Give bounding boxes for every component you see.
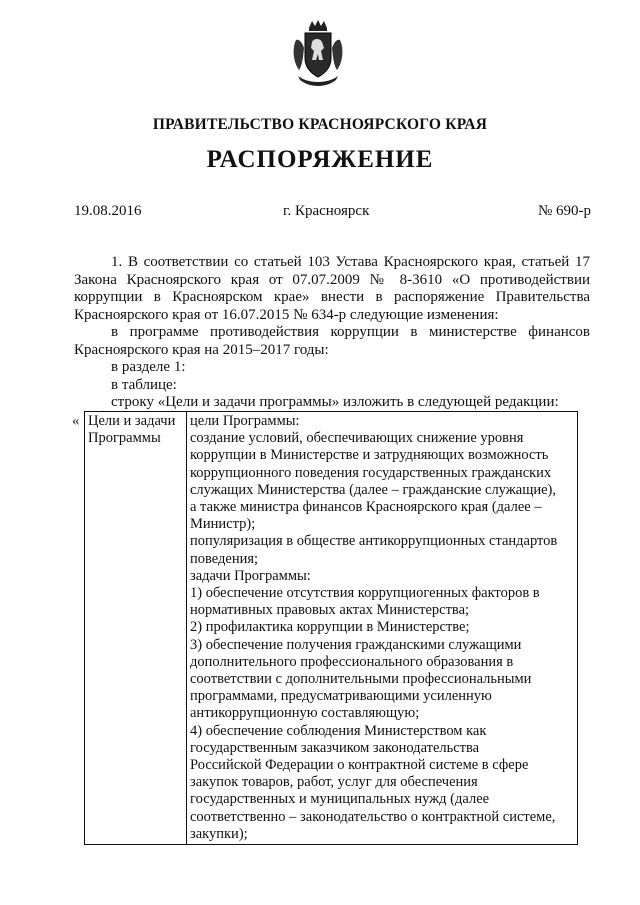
- table-row: [85, 412, 578, 845]
- row-label-cell: [85, 412, 187, 845]
- content-line: государственных и муниципальных нужд (далее: [190, 791, 490, 808]
- content-line: соответственно – законодательство о контрактной системе,: [190, 808, 556, 825]
- content-line: а также министра финансов Красноярского края (далее –: [190, 499, 542, 516]
- row-label-line: Цели и задачи: [88, 413, 176, 429]
- open-quote: «: [72, 413, 80, 429]
- content-line: 4) обеспечение соблюдения Министерством как: [190, 722, 487, 739]
- program-table: [84, 411, 578, 845]
- body-paragraph: в разделе 1:: [111, 359, 186, 375]
- government-name: ПРАВИТЕЛЬСТВО КРАСНОЯРСКОГО КРАЯ: [152, 116, 488, 133]
- content-line: закупки);: [190, 825, 248, 842]
- content-line: антикоррупционную составляющую;: [190, 705, 420, 722]
- content-line: 2) профилактика коррупции в Министерстве;: [190, 619, 470, 636]
- content-line: поведения;: [190, 550, 259, 567]
- coat-of-arms-icon: [290, 18, 346, 90]
- body-paragraph: строку «Цели и задачи программы» изложить в следующей редакции:: [111, 394, 559, 410]
- content-line: соответствии с дополнительными профессиональными: [190, 671, 532, 688]
- content-line: коррупции в Министерстве и затрудняющих возможность: [190, 447, 549, 464]
- content-line: государственным заказчиком законодательства: [190, 739, 480, 756]
- body-paragraph: в программе противодействия коррупции в министерстве финансов Красноярского края на 2015–2017 годы:: [74, 324, 590, 358]
- content-line: закупок товаров, работ, услуг для обеспечения: [190, 774, 478, 791]
- document-date: 19.08.2016: [74, 203, 142, 219]
- content-line: дополнительного профессионального образования в: [190, 653, 514, 670]
- content-line: нормативных правовых актах Министерства;: [190, 602, 470, 619]
- content-line: коррупционного поведения государственных гражданских: [190, 464, 552, 481]
- content-line: цели Программы:: [190, 413, 300, 429]
- content-line: 1) обеспечение отсутствия коррупциогенных факторов в: [190, 585, 540, 602]
- content-line: служащих Министерства (далее – гражданские служащие),: [190, 481, 557, 498]
- document-body: [74, 254, 590, 412]
- content-line: задачи Программы:: [190, 567, 311, 584]
- content-line: популяризация в обществе антикоррупционных стандартов: [190, 533, 558, 550]
- content-line: 3) обеспечение получения гражданскими служащими: [190, 636, 522, 653]
- content-line: программами, предусматривающими усиленную: [190, 688, 492, 705]
- document-number: № 690-р: [538, 203, 592, 219]
- content-line: Российской Федерации о контрактной системе в сфере: [190, 757, 529, 774]
- row-label-line: Программы: [88, 430, 161, 447]
- document-type: РАСПОРЯЖЕНИЕ: [206, 146, 434, 173]
- body-paragraph: в таблице:: [111, 376, 177, 393]
- content-line: создание условий, обеспечивающих снижение уровня: [190, 430, 524, 447]
- content-line: Министр);: [190, 516, 256, 533]
- row-content-cell: [187, 412, 578, 845]
- body-paragraph: 1. В соответствии со статьей 103 Устава Красноярского края, статьей 17 Закона Красноярского края от 07.07.2009 № 8-3610 «О противодействии коррупции в Красноярском крае» внести в распоряжение Правительства Красноярского края от 16.07.2015 № 634-р следующие изменения:: [74, 254, 590, 323]
- document-city: г. Красноярск: [283, 203, 370, 219]
